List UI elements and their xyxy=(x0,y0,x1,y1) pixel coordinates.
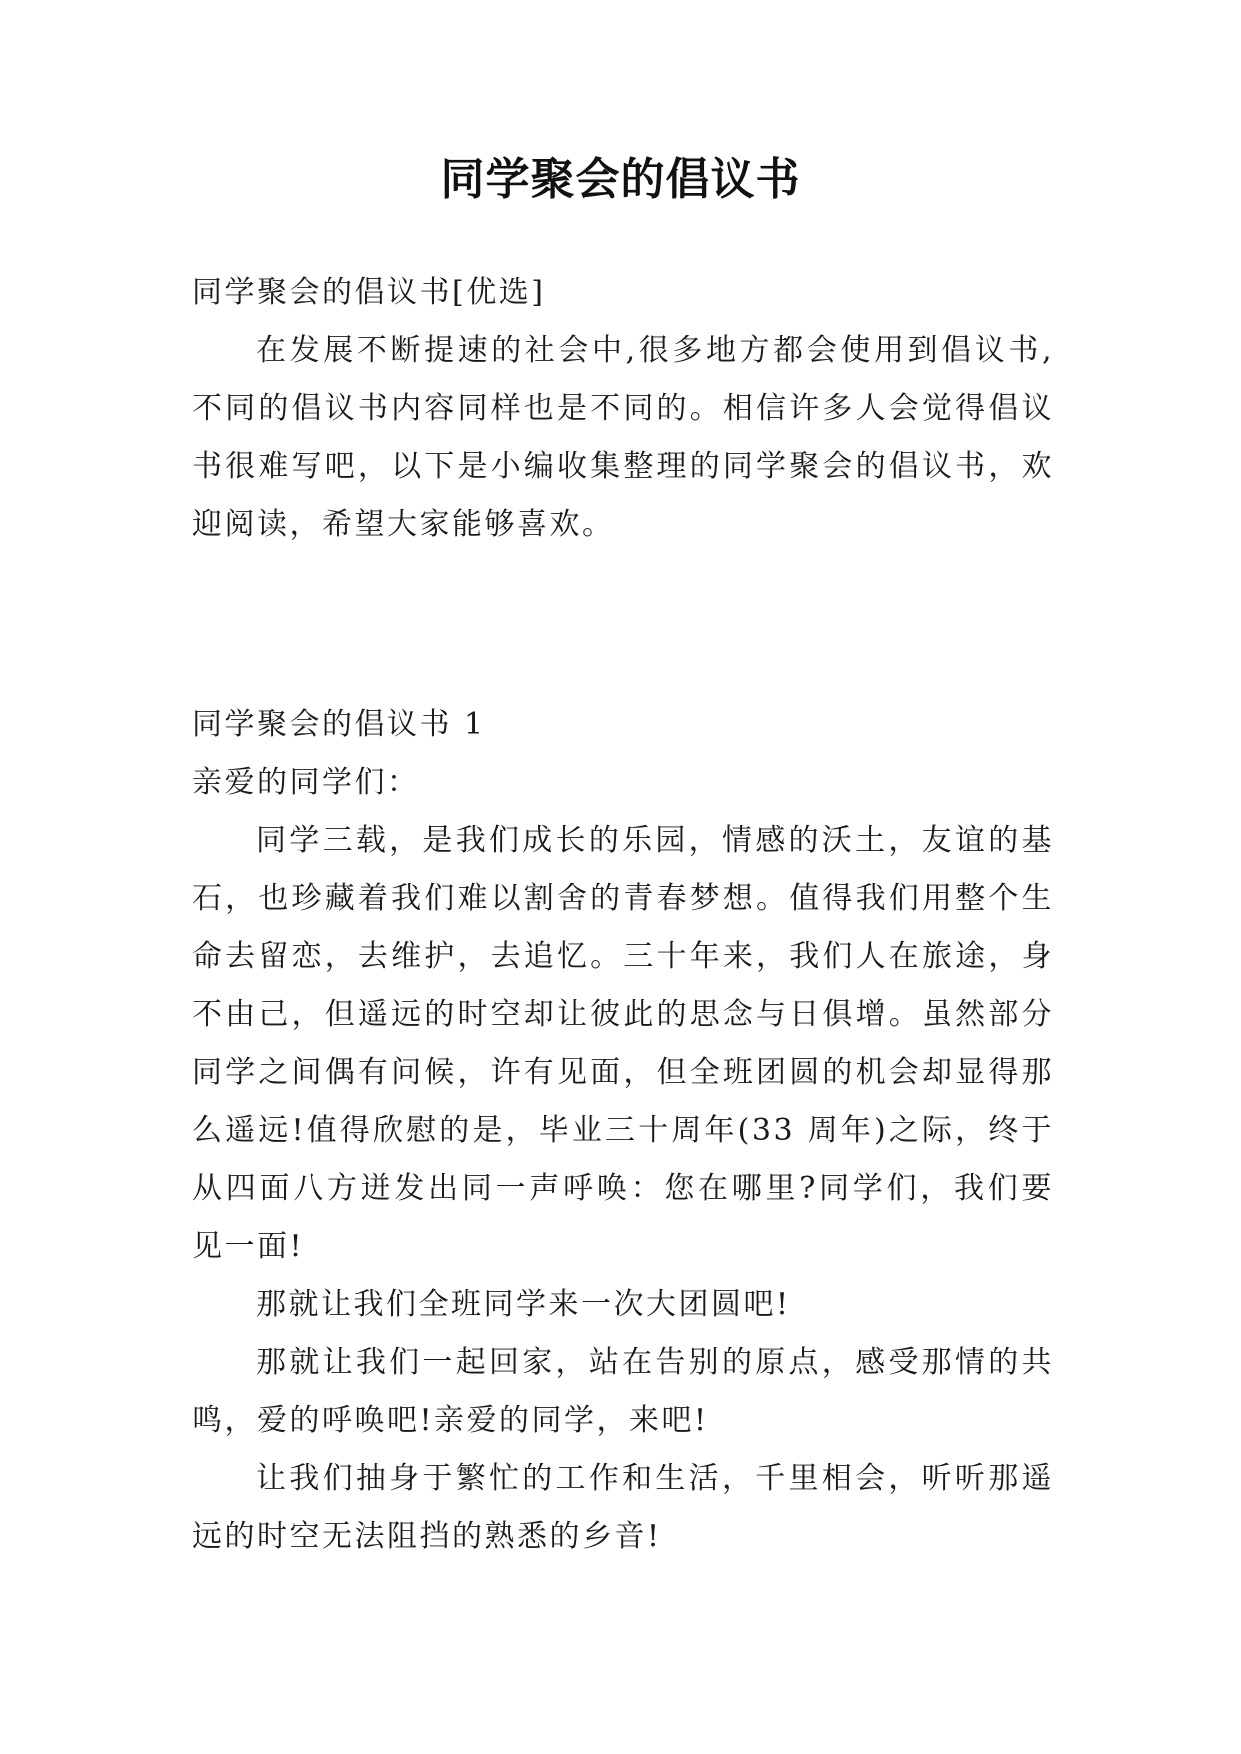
body-paragraph: 让我们抽身于繁忙的工作和生活，千里相会，听听那遥远的时空无法阻挡的熟悉的乡音! xyxy=(192,1461,1054,1554)
body-paragraph: 那就让我们一起回家，站在告别的原点，感受那情的共鸣，爱的呼唤吧!亲爱的同学，来吧! xyxy=(192,1345,1054,1438)
body-paragraph: 同学三载，是我们成长的乐园，情感的沃土，友谊的基石，也珍藏着我们难以割舍的青春梦想。值得我们用整个生命去留恋，去维护，去追忆。三十年来，我们人在旅途，身不由己，但遥远的时空却让彼此的思念与日俱增。虽然部分同学之间偶有问候，许有见面，但全班团圆的机会却显得那么遥远!值得欣慰的是，毕业三十周年(33 周年)之际，终于从四面八方迸发出同一声呼唤：您在哪里?同学们，我们要见一面! xyxy=(192,823,1054,1264)
intro-paragraph: 在发展不断提速的社会中,很多地方都会使用到倡议书,不同的倡议书内容同样也是不同的。相信许多人会觉得倡议书很难写吧，以下是小编收集整理的同学聚会的倡议书，欢迎阅读，希望大家能够喜欢。 xyxy=(192,333,1054,542)
intro-section xyxy=(192,264,1054,554)
letter-section-1 xyxy=(192,696,1054,1566)
salutation: 亲爱的同学们： xyxy=(192,765,420,800)
body-paragraph: 那就让我们全班同学来一次大团圆吧! xyxy=(256,1287,791,1322)
intro-heading: 同学聚会的倡议书[优选] xyxy=(192,275,546,310)
section-heading: 同学聚会的倡议书 1 xyxy=(192,707,486,742)
document-title: 同学聚会的倡议书 xyxy=(440,154,801,205)
